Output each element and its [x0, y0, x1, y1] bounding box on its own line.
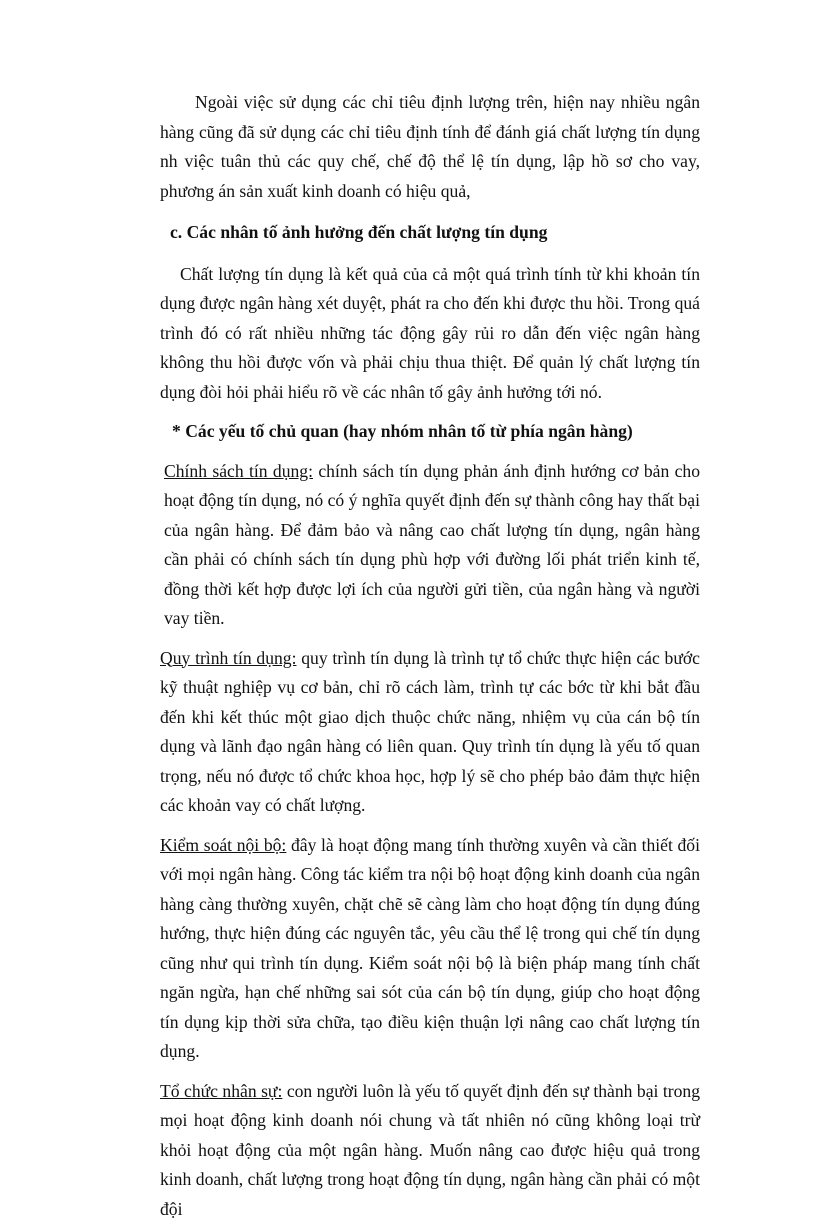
document-page: [160, 88, 700, 1224]
item-internal-control: [160, 831, 700, 1067]
subsection-heading: * Các yếu tố chủ quan (hay nhóm nhân tố từ phía ngân hàng): [160, 417, 700, 447]
item-term: Tổ chức nhân sự:: [160, 1081, 282, 1101]
item-text: chính sách tín dụng phản ánh định hướng cơ bản cho hoạt động tín dụng, nó có ý nghĩa quyết định đến sự thành công hay thất bại của ngân hàng. Để đảm bảo và nâng cao chất lượng tín dụng, ngân hàng cần phải có chính sách tín dụng phù hợp với đường lối phát triển kinh tế, đồng thời kết hợp được lợi ích của người gửi tiền, của ngân hàng và người vay tiền.: [164, 461, 700, 629]
section-heading: c. Các nhân tố ảnh hưởng đến chất lượng tín dụng: [160, 218, 700, 248]
item-text: con người luôn là yếu tố quyết định đến sự thành bại trong mọi hoạt động kinh doanh nói chung và tất nhiên nó cũng không loại trừ khỏi hoạt động của một ngân hàng. Muốn nâng cao được hiệu quả trong kinh doanh, chất lượng trong hoạt động tín dụng, ngân hàng cần phải có một đội: [160, 1081, 700, 1219]
item-personnel: [160, 1077, 700, 1224]
section-paragraph: Chất lượng tín dụng là kết quả của cả một quá trình tính từ khi khoản tín dụng được ngân hàng xét duyệt, phát ra cho đến khi được thu hồi. Trong quá trình đó có rất nhiều những tác động gây rủi ro dẫn đến việc ngân hàng không thu hồi được vốn và phải chịu thua thiệt. Để quản lý chất lượng tín dụng đòi hỏi phải hiểu rõ về các nhân tố gây ảnh hưởng tới nó.: [160, 260, 700, 408]
item-credit-process: [160, 644, 700, 821]
item-term: Chính sách tín dụng:: [164, 461, 313, 481]
item-term: Kiểm soát nội bộ:: [160, 835, 286, 855]
intro-paragraph: Ngoài việc sử dụng các chỉ tiêu định lượng trên, hiện nay nhiều ngân hàng cũng đã sử dụng các chỉ tiêu định tính để đánh giá chất lượng tín dụng nh việc tuân thủ các quy chế, chế độ thể lệ tín dụng, lập hồ sơ cho vay, phương án sản xuất kinh doanh có hiệu quả,: [160, 88, 700, 206]
item-text: đây là hoạt động mang tính thường xuyên và cần thiết đối với mọi ngân hàng. Công tác kiểm tra nội bộ hoạt động kinh doanh của ngân hàng càng thường xuyên, chặt chẽ sẽ càng làm cho hoạt động tín dụng đúng hướng, thực hiện đúng các nguyên tắc, yêu cầu thể lệ trong qui chế tín dụng cũng như qui trình tín dụng. Kiểm soát nội bộ là biện pháp mang tính chất ngăn ngừa, hạn chế những sai sót của cán bộ tín dụng, giúp cho hoạt động tín dụng kịp thời sửa chữa, tạo điều kiện thuận lợi nâng cao chất lượng tín dụng.: [160, 835, 700, 1062]
item-term: Quy trình tín dụng:: [160, 648, 296, 668]
item-credit-policy: [160, 457, 700, 634]
item-text: quy trình tín dụng là trình tự tổ chức thực hiện các bước kỹ thuật nghiệp vụ cơ bản, chỉ rõ cách làm, trình tự các bớc từ khi bắt đầu đến khi kết thúc một giao dịch thuộc chức năng, nhiệm vụ của cán bộ tín dụng và lãnh đạo ngân hàng có liên quan. Quy trình tín dụng là yếu tố quan trọng, nếu nó được tổ chức khoa học, hợp lý sẽ cho phép bảo đảm thực hiện các khoản vay có chất lượng.: [160, 648, 700, 816]
